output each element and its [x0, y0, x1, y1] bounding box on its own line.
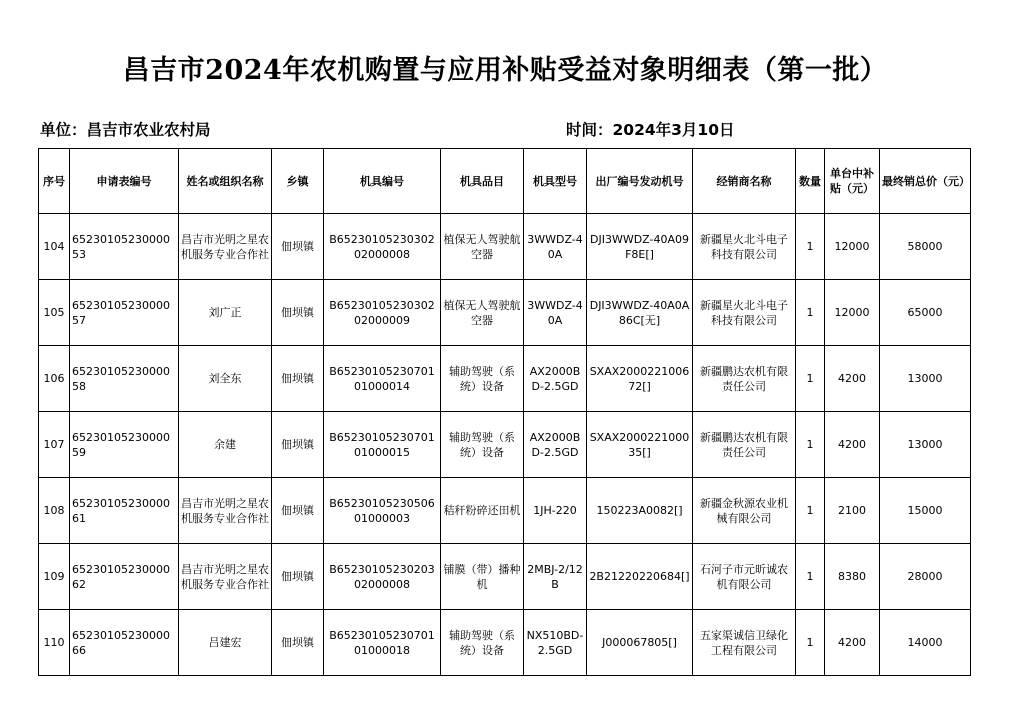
- quantity-cell: 1: [796, 544, 825, 610]
- machine-no-cell: B6523010523070101000014: [324, 346, 441, 412]
- dealer-cell: 新疆星火北斗电子科技有限公司: [693, 280, 796, 346]
- header-application-no: 申请表编号: [70, 149, 179, 214]
- township-cell: 佃坝镇: [272, 280, 324, 346]
- subsidy-cell: 8380: [825, 544, 880, 610]
- factory-engine-no-cell: J000067805[]: [587, 610, 693, 676]
- machine-no-cell: B6523010523070101000018: [324, 610, 441, 676]
- quantity-cell: 1: [796, 280, 825, 346]
- machine-model-cell: 3WWDZ-40A: [524, 280, 587, 346]
- factory-engine-no-cell: SXAX200022100035[]: [587, 412, 693, 478]
- application-no-cell: 6523010523000059: [70, 412, 179, 478]
- header-machine-no: 机具编号: [324, 149, 441, 214]
- subsidy-table: [38, 148, 971, 676]
- application-no-cell: 6523010523000062: [70, 544, 179, 610]
- subsidy-cell: 4200: [825, 610, 880, 676]
- subsidy-cell: 12000: [825, 280, 880, 346]
- seq-cell: 107: [39, 412, 70, 478]
- header-total-price: 最终销总价（元）: [880, 149, 971, 214]
- dealer-cell: 新疆金秋源农业机械有限公司: [693, 478, 796, 544]
- table-body: [39, 214, 971, 676]
- page-title: 昌吉市2024年农机购置与应用补贴受益对象明细表（第一批）: [122, 55, 888, 86]
- name-cell: 昌吉市光明之星农机服务专业合作社: [179, 214, 272, 280]
- header-township: 乡镇: [272, 149, 324, 214]
- machine-no-cell: B6523010523070101000015: [324, 412, 441, 478]
- factory-engine-no-cell: SXAX200022100672[]: [587, 346, 693, 412]
- table-row: [39, 214, 971, 280]
- date-label: 时间：2024年3月10日: [566, 121, 735, 139]
- table-row: [39, 478, 971, 544]
- dealer-cell: 石河子市元昕诚农机有限公司: [693, 544, 796, 610]
- township-cell: 佃坝镇: [272, 478, 324, 544]
- application-no-cell: 6523010523000066: [70, 610, 179, 676]
- township-cell: 佃坝镇: [272, 412, 324, 478]
- factory-engine-no-cell: DJI3WWDZ-40A0A86C[无]: [587, 280, 693, 346]
- header-machine-category: 机具品目: [441, 149, 524, 214]
- machine-no-cell: B6523010523030202000008: [324, 214, 441, 280]
- total-price-cell: 28000: [880, 544, 971, 610]
- seq-cell: 108: [39, 478, 70, 544]
- application-no-cell: 6523010523000061: [70, 478, 179, 544]
- township-cell: 佃坝镇: [272, 214, 324, 280]
- total-price-cell: 13000: [880, 346, 971, 412]
- machine-category-cell: 铺膜（带）播种机: [441, 544, 524, 610]
- table-row: [39, 280, 971, 346]
- township-cell: 佃坝镇: [272, 544, 324, 610]
- application-no-cell: 6523010523000058: [70, 346, 179, 412]
- machine-model-cell: 1JH-220: [524, 478, 587, 544]
- dealer-cell: 新疆星火北斗电子科技有限公司: [693, 214, 796, 280]
- subsidy-cell: 4200: [825, 412, 880, 478]
- header-factory-engine-no: 出厂编号发动机号: [587, 149, 693, 214]
- machine-category-cell: 辅助驾驶（系统）设备: [441, 346, 524, 412]
- factory-engine-no-cell: 2B21220220684[]: [587, 544, 693, 610]
- seq-cell: 106: [39, 346, 70, 412]
- machine-no-cell: B6523010523020302000008: [324, 544, 441, 610]
- quantity-cell: 1: [796, 412, 825, 478]
- table-header-row: [39, 149, 971, 214]
- name-cell: 余建: [179, 412, 272, 478]
- total-price-cell: 58000: [880, 214, 971, 280]
- subsidy-cell: 2100: [825, 478, 880, 544]
- machine-no-cell: B6523010523030202000009: [324, 280, 441, 346]
- seq-cell: 104: [39, 214, 70, 280]
- table-row: [39, 412, 971, 478]
- header-name: 姓名或组织名称: [179, 149, 272, 214]
- subsidy-cell: 4200: [825, 346, 880, 412]
- machine-model-cell: NX510BD-2.5GD: [524, 610, 587, 676]
- seq-cell: 105: [39, 280, 70, 346]
- header-dealer: 经销商名称: [693, 149, 796, 214]
- machine-model-cell: AX2000BD-2.5GD: [524, 346, 587, 412]
- application-no-cell: 6523010523000057: [70, 280, 179, 346]
- machine-category-cell: 植保无人驾驶航空器: [441, 214, 524, 280]
- machine-category-cell: 植保无人驾驶航空器: [441, 280, 524, 346]
- header-quantity: 数量: [796, 149, 825, 214]
- table-row: [39, 544, 971, 610]
- machine-category-cell: 秸秆粉碎还田机: [441, 478, 524, 544]
- total-price-cell: 14000: [880, 610, 971, 676]
- dealer-cell: 新疆鹏达农机有限责任公司: [693, 412, 796, 478]
- application-no-cell: 6523010523000053: [70, 214, 179, 280]
- name-cell: 刘广正: [179, 280, 272, 346]
- township-cell: 佃坝镇: [272, 346, 324, 412]
- quantity-cell: 1: [796, 346, 825, 412]
- header-subsidy: 单台中补贴（元）: [825, 149, 880, 214]
- township-cell: 佃坝镇: [272, 610, 324, 676]
- total-price-cell: 13000: [880, 412, 971, 478]
- machine-category-cell: 辅助驾驶（系统）设备: [441, 412, 524, 478]
- machine-category-cell: 辅助驾驶（系统）设备: [441, 610, 524, 676]
- unit-label: 单位：昌吉市农业农村局: [40, 121, 211, 139]
- table-row: [39, 346, 971, 412]
- quantity-cell: 1: [796, 214, 825, 280]
- quantity-cell: 1: [796, 610, 825, 676]
- factory-engine-no-cell: DJI3WWDZ-40A09F8E[]: [587, 214, 693, 280]
- total-price-cell: 15000: [880, 478, 971, 544]
- machine-model-cell: 2MBJ-2/12B: [524, 544, 587, 610]
- name-cell: 昌吉市光明之星农机服务专业合作社: [179, 544, 272, 610]
- subsidy-cell: 12000: [825, 214, 880, 280]
- dealer-cell: 新疆鹏达农机有限责任公司: [693, 346, 796, 412]
- seq-cell: 109: [39, 544, 70, 610]
- header-seq: 序号: [39, 149, 70, 214]
- factory-engine-no-cell: 150223A0082[]: [587, 478, 693, 544]
- machine-model-cell: 3WWDZ-40A: [524, 214, 587, 280]
- quantity-cell: 1: [796, 478, 825, 544]
- name-cell: 刘全东: [179, 346, 272, 412]
- total-price-cell: 65000: [880, 280, 971, 346]
- machine-no-cell: B6523010523050601000003: [324, 478, 441, 544]
- name-cell: 吕建宏: [179, 610, 272, 676]
- seq-cell: 110: [39, 610, 70, 676]
- machine-model-cell: AX2000BD-2.5GD: [524, 412, 587, 478]
- name-cell: 昌吉市光明之星农机服务专业合作社: [179, 478, 272, 544]
- header-machine-model: 机具型号: [524, 149, 587, 214]
- dealer-cell: 五家渠诚信卫绿化工程有限公司: [693, 610, 796, 676]
- table-row: [39, 610, 971, 676]
